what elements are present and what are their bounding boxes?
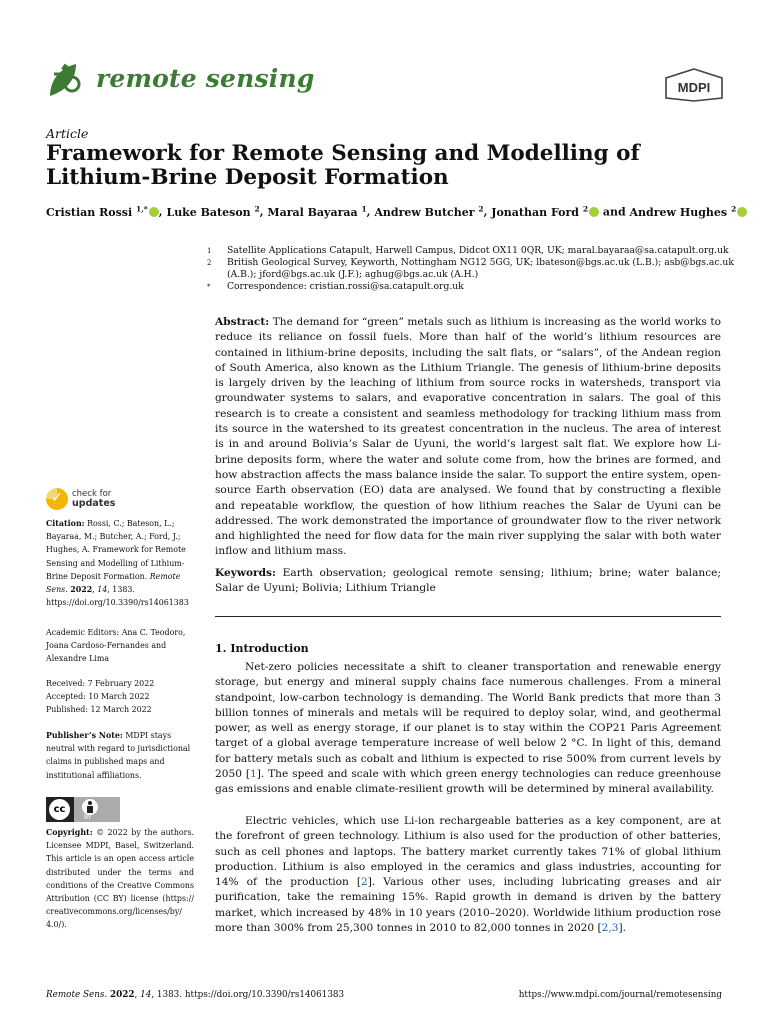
- author-affiliation-sup: 2: [730, 204, 737, 213]
- attribution-person-icon: [82, 799, 98, 815]
- section-divider: [215, 616, 721, 617]
- affiliation-text: Satellite Applications Catapult, Harwell Campus, Didcot OX11 0QR, UK; maral.bayaraa@sa.catapult.org.uk: [227, 245, 729, 256]
- academic-editors: Academic Editors: Ana C. Teodoro, Joana Cardoso-Fernandes and Alexandre Lima: [46, 628, 186, 664]
- cc-icon: cc: [49, 799, 70, 820]
- check-for-updates-button[interactable]: ✓ check for updates: [46, 488, 156, 512]
- publisher-note: Publisher’s Note: MDPI stays neutral with regard to jurisdictional claims in published maps and institutional affiliations.: [46, 731, 191, 780]
- orcid-icon[interactable]: [737, 207, 747, 217]
- author-name: Jonathan Ford $^2$: [491, 204, 589, 219]
- author-affiliation-sup: 2: [478, 204, 484, 213]
- keywords: [215, 566, 721, 597]
- copyright-notice: Copyright: © 2022 by the authors. Licensee MDPI, Basel, Switzerland. This article is an open access article distributed under the terms and conditions of the Creative Commons Attribution (CC BY) license (https:// creativecommons.org/licenses/by/ 4.0/).: [46, 828, 194, 930]
- reference-link[interactable]: 2: [361, 876, 368, 889]
- author-affiliation-sup: 1: [361, 204, 367, 213]
- affiliation-item: [207, 245, 737, 257]
- publication-dates: [46, 677, 194, 717]
- affiliation-number: *: [207, 283, 211, 291]
- intro-paragraph-1: Net-zero policies necessitate a shift to cleaner transportation and renewable energy storage, but energy and mineral supply chains face numerous challenges. From a mineral standpoint, low-carbon technology is demanding. The World Bank predicts that more than 3 billion tonnes of minerals and metals will be required to deploy solar, wind, and geothermal power, as well as energy storage, if our planet is to stay within the COP21 Paris Agreement target of a global average temperature increase of well below 2 °C. In light of this, demand for battery metals such as cobalt and lithium is expected to rise 500% from current levels by 2050 [1]. The speed and scale with which green energy technologies can reduce greenhouse gas emissions and enable climate-resilient growth will be determined by mineral availability.: [215, 661, 721, 796]
- keywords-text: Earth observation; geological remote sensing; lithium; brine; water balance; Salar de Uyuni; Bolivia; Lithium Triangle: [215, 567, 721, 595]
- accepted-date: Accepted: 10 March 2022: [46, 692, 150, 702]
- affiliation-text: British Geological Survey, Keyworth, Nottingham NG12 5GG, UK; lbateson@bgs.ac.uk (L.B.); asb@bgs.ac.uk (A.B.); jford@bgs.ac.uk (J.F.); aghug@bgs.ac.uk (A.H.): [227, 257, 734, 280]
- intro-paragraph-2: Electric vehicles, which use Li-ion rechargeable batteries as a key component, are at the forefront of green technology. Lithium is also used for the production of other batteries, such as cell phones and laptops. The battery market currently takes 71% of global lithium production. Lithium is also employed in the ceramics and glass industries, accounting for 14% of the production [2]. Various other uses, including lubricating greases and air purification, take the remaining 15%. Rapid growth in demand is driven by the battery market, which increased by 48% in 10 years (2010–2020). Worldwide lithium production rose more than 300% from 25,300 tonnes in 2010 to 82,000 tonnes in 2020 [2,3].: [215, 815, 722, 935]
- affiliation-item: [207, 257, 737, 281]
- reference-link[interactable]: 1: [249, 768, 257, 781]
- author-affiliation-sup: 2: [254, 204, 260, 213]
- footer-citation: Remote Sens. 2022, 14, 1383. https://doi.org/10.3390/rs14061383: [46, 990, 345, 1000]
- orcid-icon[interactable]: [149, 207, 159, 217]
- section-heading: 1. Introduction: [215, 642, 309, 655]
- affiliation-number: 2: [207, 259, 212, 267]
- author-name: Maral Bayaraa $^1$: [267, 204, 367, 219]
- published-date: Published: 12 March 2022: [46, 705, 152, 715]
- journal-logo-icon: [46, 60, 86, 100]
- affiliation-number: 1: [207, 247, 212, 255]
- article-title: Framework for Remote Sensing and Modelling of Lithium-Brine Deposit Formation: [46, 141, 640, 190]
- author-affiliation-sup: 2: [582, 204, 589, 213]
- journal-name: remote sensing: [96, 64, 315, 93]
- cc-by-license-badge[interactable]: [46, 797, 120, 822]
- affiliations: [207, 245, 737, 293]
- check-updates-icon: [46, 488, 68, 510]
- abstract-label: Abstract:: [215, 316, 270, 328]
- received-date: Received: 7 February 2022: [46, 679, 155, 688]
- mdpi-logo-text: MDPI: [677, 80, 711, 95]
- affiliation-item: [207, 281, 737, 293]
- citation-block: Citation: Rossi, C.; Bateson, L.; Bayaraa, M.; Butcher, A.; Ford, J.; Hughes, A. Framework for Remote Sensing and Modelling of Lithium-Brine Deposit Formation. Remote Sens. 2022, 14, 1383. https://doi.org/10.3390/rs14061383: [46, 519, 189, 608]
- author-name: Cristian Rossi $^{1,*}$: [46, 204, 148, 219]
- author-affiliation-sup: 1,*: [136, 204, 148, 213]
- article-type: Article: [46, 126, 89, 141]
- by-label: BY: [84, 814, 92, 821]
- abstract-text: The demand for “green” metals such as lithium is increasing as the world works to reduce its reliance on fossil fuels. More than half of the world’s lithium resources are contained in lithium-brine deposits, including the salt flats, or “salars”, of the Andean region of South America, also known as the Lithium Triangle. The genesis of lithium-brine deposits is largely driven by the leaching of lithium from source rocks in watersheds, transport via groundwater systems to salars, and evaporative concentration in salars. The goal of this research is to create a consistent and seamless methodology for tracking lithium mass from its source in the watershed to its greatest concentration in the nucleus. The area of interest is in and around Bolivia’s Salar de Uyuni, the world’s largest salt flat. We explore how Li-brine deposits form, where the water and solute come from, how the brines are formed, and how abstraction affects the mass balance inside the salar. To support the entire system, open-source Earth observation (EO) data are analysed. We found that by constructing a flexible and repeatable workflow, the question of how lithium reaches the Salar de Uyuni can be addressed. The work demonstrated the importance of groundwater flow to the river network and highlighted the need for flow data for the main river supplying the salar with both water inflow and lithium mass.: [215, 316, 721, 558]
- author-list: Cristian Rossi $^{1,*}$ , Luke Bateson $^2$, Maral Bayaraa $^1$, Andrew Butcher $^2$, Jonathan Ford $^2$ and Andrew Hughes $^2$: [46, 204, 736, 219]
- author-name: Andrew Butcher $^2$: [374, 204, 484, 219]
- affiliation-text: Correspondence: cristian.rossi@sa.catapult.org.uk: [227, 281, 464, 292]
- orcid-icon[interactable]: [589, 207, 599, 217]
- author-name: Andrew Hughes $^2$: [629, 204, 737, 219]
- footer-journal-url[interactable]: https://www.mdpi.com/journal/remotesensing: [518, 990, 722, 1000]
- author-name: Luke Bateson $^2$: [166, 204, 260, 219]
- reference-link[interactable]: 2,3: [601, 922, 619, 935]
- abstract: [215, 315, 721, 560]
- mdpi-logo-icon[interactable]: [664, 68, 724, 102]
- keywords-label: Keywords:: [215, 567, 276, 579]
